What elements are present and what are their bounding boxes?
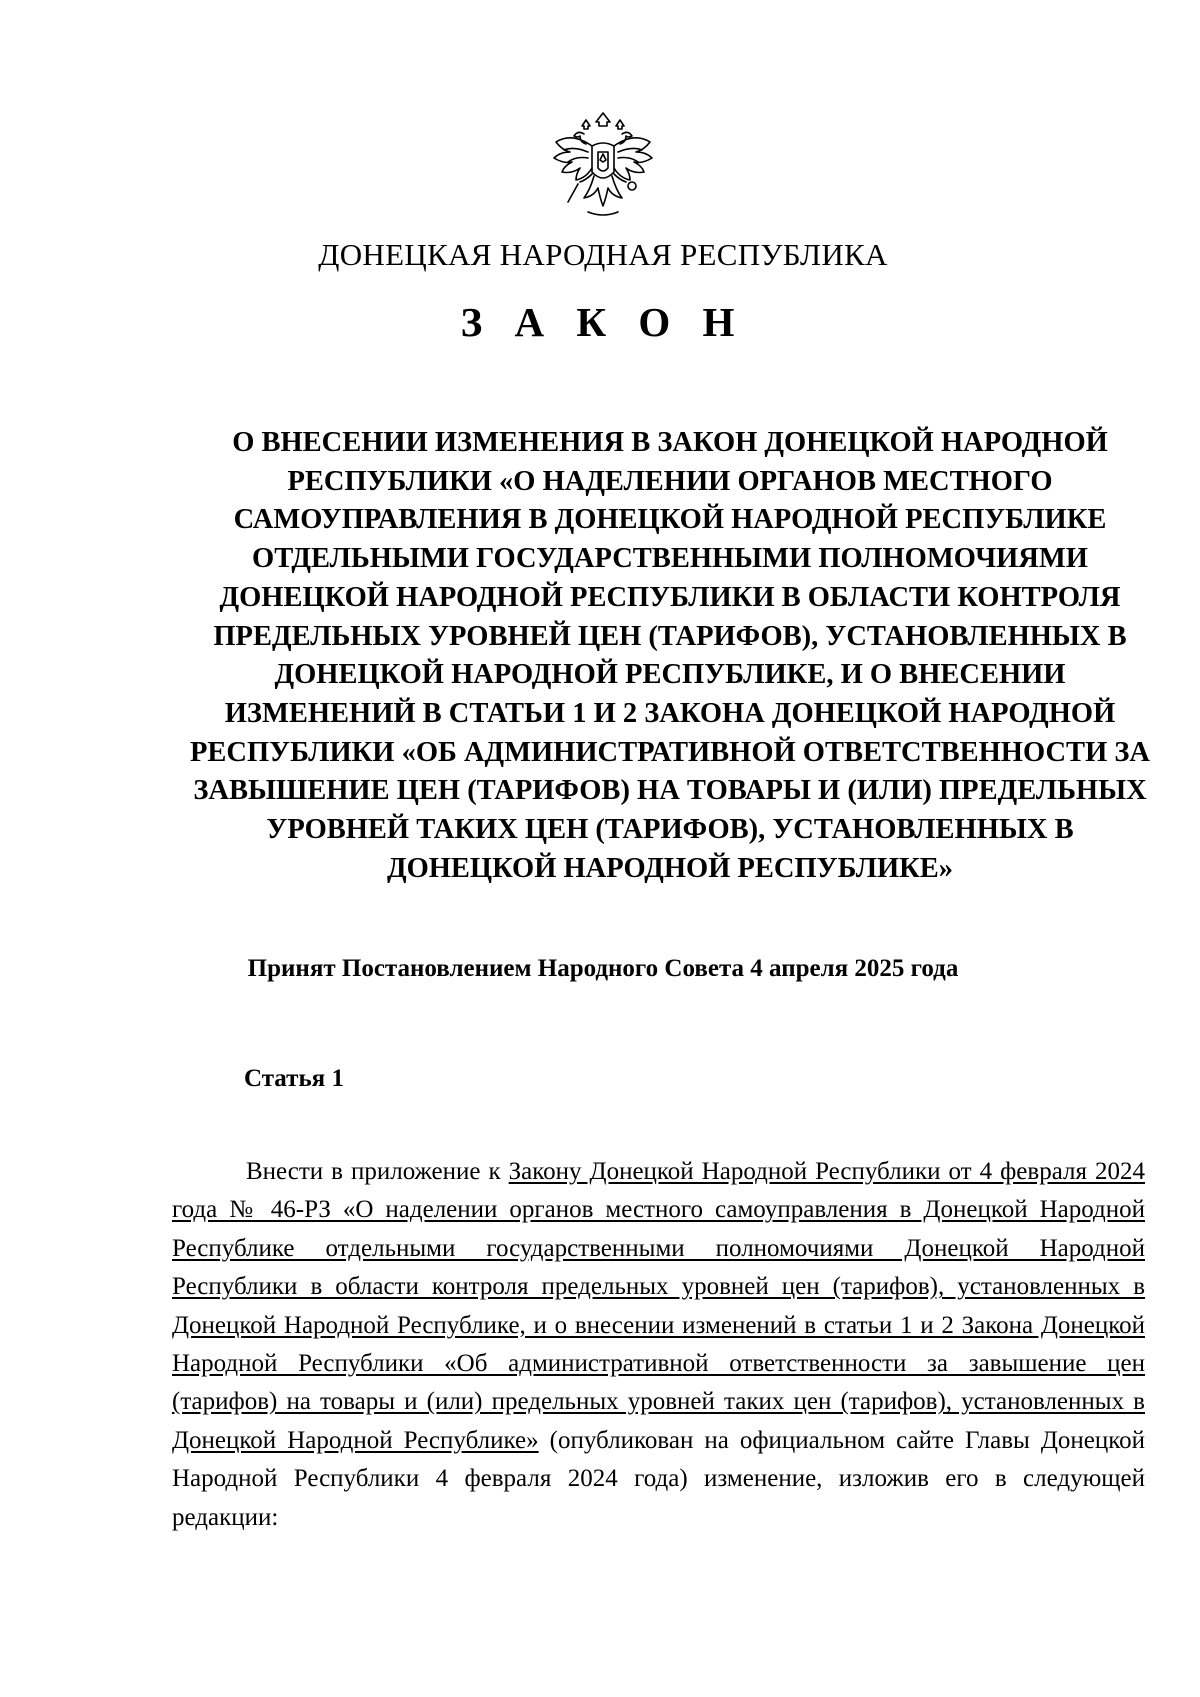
law-title-line: ДОНЕЦКОЙ НАРОДНОЙ РЕСПУБЛИКЕ»: [386, 852, 954, 884]
article-paragraph: [172, 1153, 1145, 1537]
law-title-line: ИЗМЕНЕНИЙ В СТАТЬИ 1 И 2 ЗАКОНА ДОНЕЦКОЙ НАРОДНОЙ: [224, 697, 1116, 729]
law-title-line: ДОНЕЦКОЙ НАРОДНОЙ РЕСПУБЛИКЕ, И О ВНЕСЕНИИ: [274, 659, 1066, 691]
document-type: З А К О Н: [460, 299, 746, 345]
law-reference-link[interactable]: Закону Донецкой Народной Республики от 4 февраля 2024 года № 46-РЗ «О наделении органов местного самоуправления в Донецкой Народной Республике отдельными государственными полномочиями Донецкой Народной Республики в области контроля предельных уровней цен (тарифов), установленных в Донецкой Народной Республике, и о внесении изменений в статьи 1 и 2 Закона Донецкой Народной Республики «Об административной ответственности за завышение цен (тарифов) на товары и (или) предельных уровней таких цен (тарифов), установленных в Донецкой Народной Республике»: [172, 1158, 1145, 1454]
law-title-line: ОТДЕЛЬНЫМИ ГОСУДАРСТВЕННЫМИ ПОЛНОМОЧИЯМИ: [252, 543, 1088, 575]
law-title-line: РЕСПУБЛИКИ «ОБ АДМИНИСТРАТИВНОЙ ОТВЕТСТВЕННОСТИ ЗА: [190, 736, 1150, 768]
law-title-line: О ВНЕСЕНИИ ИЗМЕНЕНИЯ В ЗАКОН ДОНЕЦКОЙ НАРОДНОЙ: [232, 427, 1108, 458]
law-title-line: УРОВНЕЙ ТАКИХ ЦЕН (ТАРИФОВ), УСТАНОВЛЕННЫХ В: [266, 814, 1074, 846]
law-title-line: РЕСПУБЛИКИ «О НАДЕЛЕНИИ ОРГАНОВ МЕСТНОГО: [287, 465, 1053, 497]
law-title-line: ДОНЕЦКОЙ НАРОДНОЙ РЕСПУБЛИКИ В ОБЛАСТИ КОНТРОЛЯ: [219, 581, 1121, 613]
adoption-statement: Принят Постановлением Народного Совета 4 апреля 2025 года: [247, 955, 959, 982]
law-title-line: САМОУПРАВЛЕНИЯ В ДОНЕЦКОЙ НАРОДНОЙ РЕСПУБЛИКЕ: [233, 504, 1107, 536]
republic-name: ДОНЕЦКАЯ НАРОДНАЯ РЕСПУБЛИКА: [318, 237, 888, 272]
paragraph-intro: Внести в приложение к: [246, 1158, 509, 1185]
law-title-line: ЗАВЫШЕНИЕ ЦЕН (ТАРИФОВ) НА ТОВАРЫ И (ИЛИ) ПРЕДЕЛЬНЫХ: [193, 775, 1147, 807]
law-title-line: ПРЕДЕЛЬНЫХ УРОВНЕЙ ЦЕН (ТАРИФОВ), УСТАНОВЛЕННЫХ В: [213, 620, 1127, 652]
article-heading: Статья 1: [244, 1065, 344, 1092]
coat-of-arms-icon: [548, 112, 658, 222]
paragraph-rest: (опубликован на официальном сайте Главы Донецкой Народной Республики 4 февраля 2024 года) изменение, изложив его в следующей редакции:: [172, 1426, 1145, 1531]
law-title: [170, 424, 1170, 888]
